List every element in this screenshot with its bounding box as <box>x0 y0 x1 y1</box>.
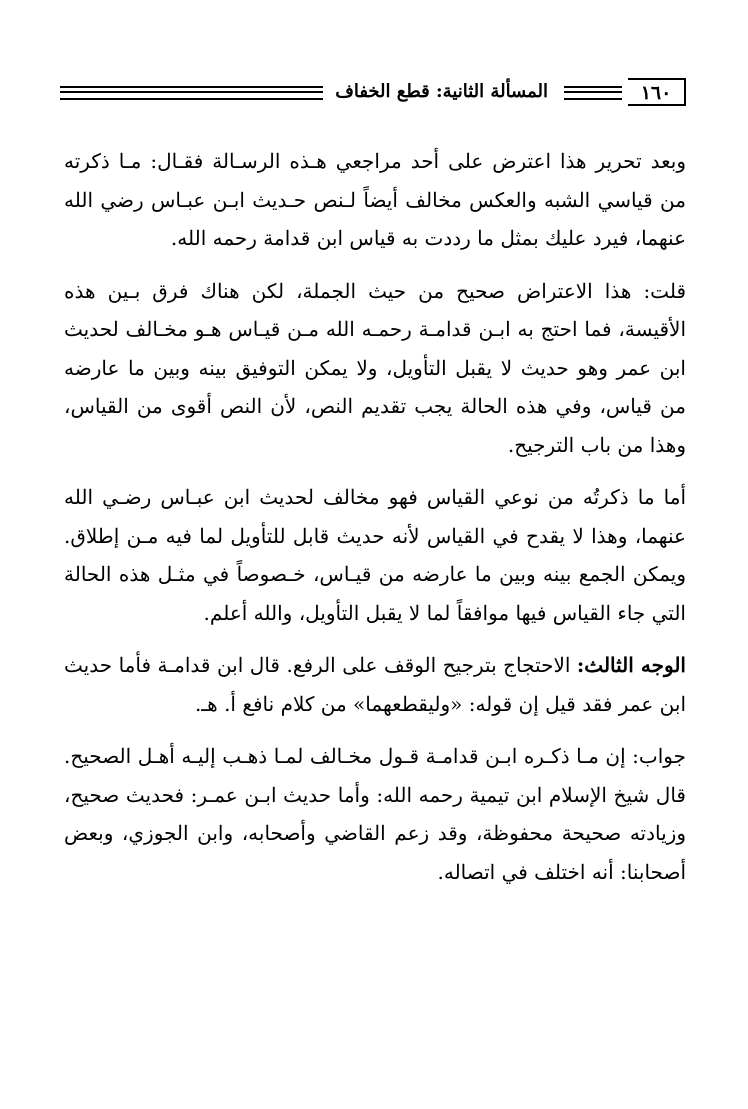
page-header <box>60 78 686 108</box>
paragraph-4-text: الاحتجاج بترجيح الوقف على الرفع. قال ابن قدامـة فأما حديث ابن عمر فقد قيل إن قوله: «وليقطعهما» من كلام نافع أ. هـ. <box>64 653 686 716</box>
running-title: المسألة الثانية: قطع الخفاف <box>335 81 548 102</box>
paragraph-4 <box>64 646 686 723</box>
header-rule-left <box>60 86 323 100</box>
paragraph-3: أما ما ذكرتُه من نوعي القياس فهو مخالف لحديث ابن عبـاس رضـي الله عنهما، وهذا لا يقدح في القياس لأنه حديث قابل للتأويل لما فيه مـن إطلاق. ويمكن الجمع بينه وبين ما عارضه من قيـاس، خـصوصاً في مثـل هذه الحالة التي جاء القياس فيها موافقاً لما لا يقبل التأويل، والله أعلم. <box>64 485 686 625</box>
page-number: ١٦٠ <box>628 78 686 106</box>
paragraph-1: وبعد تحرير هذا اعترض على أحد مراجعي هـذه الرسـالة فقـال: مـا ذكرته من قياسي الشبه والعكس مخالف أيضاً لـنص حـديث ابـن عبـاس رضي الله عنهما، فيرد عليك بمثل ما رددت به قياس ابن قدامة رحمه الله. <box>64 149 686 250</box>
paragraph-4-lead: الوجه الثالث: <box>576 653 686 677</box>
paragraph-2: قلت: هذا الاعتراض صحيح من حيث الجملة، لكن هناك فرق بـين هذه الأقيسة، فما احتج به ابـن قدامـة رحمـه الله مـن قيـاس هـو مخـالف لحديث ابن عمر وهو حديث لا يقبل التأويل، ولا يمكن التوفيق بينه وبين ما عارضه من قياس، وفي هذه الحالة يجب تقديم النص، لأن النص أقوى من القياس، وهذا من باب الترجيح. <box>64 278 686 457</box>
page-body <box>64 142 686 905</box>
paragraph-5: جواب: إن مـا ذكـره ابـن قدامـة قـول مخـالف لمـا ذهـب إليـه أهـل الصحيح. قال شيخ الإسلام ابن تيمية رحمه الله: وأما حديث ابـن عمـر: فحديث صحيح، وزيادته صحيحة محفوظة، وقد زعم القاضي وأصحابه، وابن الجوزي، وبعض أصحابنا: أنه اختلف في اتصاله. <box>64 744 686 884</box>
header-rule-right <box>564 86 622 100</box>
